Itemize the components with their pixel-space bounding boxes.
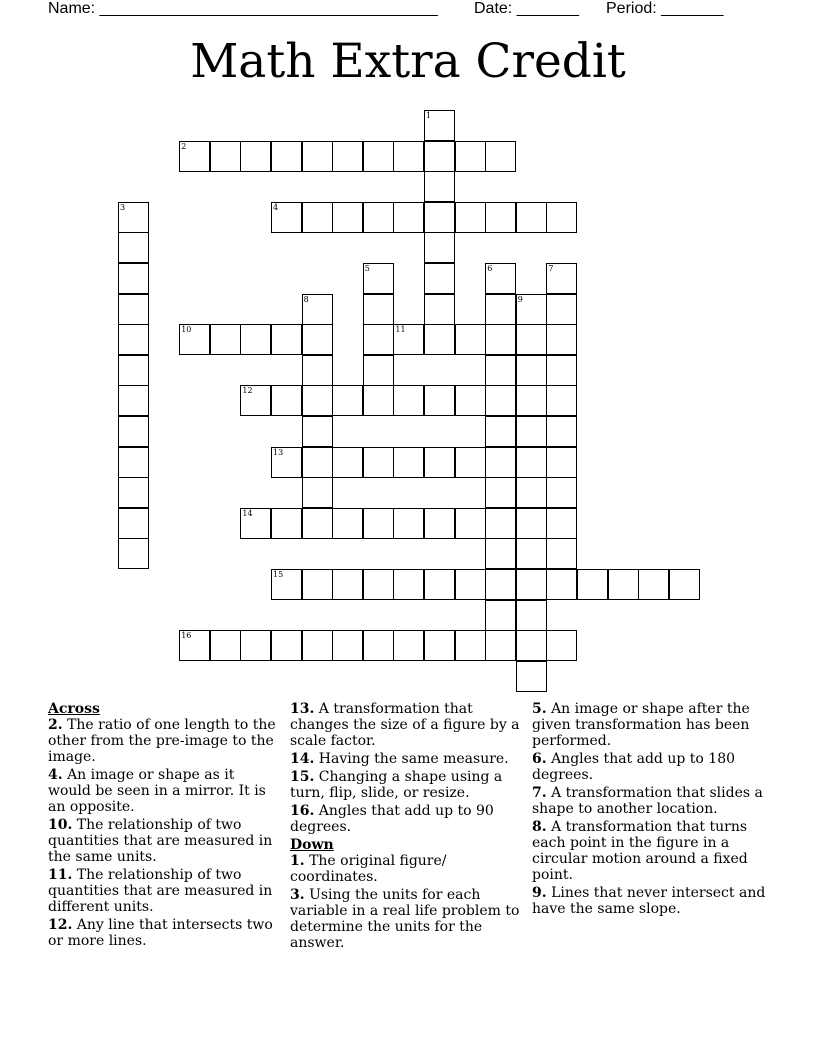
crossword-cell[interactable] (393, 569, 424, 600)
crossword-cell[interactable] (393, 324, 424, 355)
down-clue (532, 819, 768, 883)
clue-text: Changing a shape using a turn, flip, slide, or resize. (290, 769, 503, 801)
clue-text: A transformation that changes the size of a figure by a scale factor. (290, 701, 520, 749)
crossword-cell[interactable] (516, 508, 547, 539)
crossword-cell[interactable] (577, 569, 608, 600)
crossword-cell[interactable] (363, 202, 394, 233)
across-clue (48, 917, 278, 949)
across-clue (290, 769, 522, 801)
crossword-cell[interactable] (302, 324, 333, 355)
crossword-cell[interactable] (485, 202, 516, 233)
crossword-cell[interactable] (393, 630, 424, 661)
crossword-cell[interactable] (424, 324, 455, 355)
clue-number: 8. (532, 819, 547, 835)
crossword-cell[interactable] (546, 447, 577, 478)
clue-number: 12. (48, 917, 73, 933)
across-clue (48, 817, 278, 865)
crossword-cell[interactable] (302, 202, 333, 233)
crossword-cell[interactable] (363, 385, 394, 416)
crossword-cell[interactable] (485, 477, 516, 508)
clue-text: Any line that intersects two or more lines. (48, 917, 273, 949)
clue-number: 16. (290, 803, 315, 819)
clue-number: 7. (532, 785, 547, 801)
cell-number: 1 (426, 111, 432, 120)
crossword-cell[interactable] (363, 630, 394, 661)
crossword-cell[interactable] (485, 447, 516, 478)
crossword-cell[interactable] (424, 569, 455, 600)
cell-number: 12 (242, 386, 253, 396)
clue-number: 2. (48, 717, 63, 733)
clue-text: The relationship of two quantities that are measured in different units. (48, 867, 273, 915)
down-clue (532, 701, 768, 749)
crossword-cell[interactable] (424, 263, 455, 294)
crossword-cell[interactable] (424, 171, 455, 202)
clue-text: Angles that add up to 90 degrees. (290, 803, 494, 835)
crossword-cell[interactable] (118, 447, 149, 478)
clue-text: A transformation that slides a shape to another location. (532, 785, 763, 817)
crossword-cell[interactable] (179, 141, 210, 172)
clue-text: Lines that never intersect and have the same slope. (532, 885, 766, 917)
across-clue (48, 717, 278, 765)
clue-text: The relationship of two quantities that are measured in the same units. (48, 817, 273, 865)
clue-number: 14. (290, 751, 315, 767)
crossword-cell[interactable] (240, 324, 271, 355)
crossword-cell[interactable] (271, 385, 302, 416)
crossword-cell[interactable] (455, 508, 486, 539)
crossword-cell[interactable] (485, 508, 516, 539)
crossword-cell[interactable] (302, 294, 333, 325)
crossword-cell[interactable] (332, 141, 363, 172)
crossword-cell[interactable] (179, 324, 210, 355)
crossword-cell[interactable] (546, 630, 577, 661)
crossword-cell[interactable] (485, 263, 516, 294)
crossword-cell[interactable] (424, 385, 455, 416)
clues-column-1 (48, 701, 278, 951)
crossword-cell[interactable] (516, 324, 547, 355)
crossword-cell[interactable] (302, 355, 333, 386)
crossword-cell[interactable] (393, 141, 424, 172)
cell-number: 15 (273, 570, 284, 579)
cell-number: 14 (242, 508, 253, 518)
crossword-cell[interactable] (118, 324, 149, 355)
crossword-cell[interactable] (179, 630, 210, 661)
crossword-cell[interactable] (240, 630, 271, 661)
across-clue (290, 803, 522, 835)
crossword-cell[interactable] (455, 447, 486, 478)
clue-number: 10. (48, 817, 73, 833)
crossword-cell[interactable] (118, 263, 149, 294)
period-field[interactable]: Period: _______ (606, 0, 724, 17)
crossword-cell[interactable] (302, 447, 333, 478)
crossword-cell[interactable] (271, 630, 302, 661)
clue-text: The original figure/ coordinates. (290, 853, 447, 885)
crossword-cell[interactable] (363, 324, 394, 355)
crossword-cell[interactable] (271, 569, 302, 600)
crossword-cell[interactable] (118, 355, 149, 386)
cell-number: 7 (548, 264, 554, 273)
crossword-cell[interactable] (455, 202, 486, 233)
crossword-cell[interactable] (118, 294, 149, 325)
crossword-cell[interactable] (302, 477, 333, 508)
crossword-cell[interactable] (118, 538, 149, 569)
crossword-cell[interactable] (332, 447, 363, 478)
crossword-cell[interactable] (455, 630, 486, 661)
clue-text: Using the units for each variable in a real life problem to determine the units for the answer. (290, 887, 520, 951)
cell-number: 16 (181, 631, 192, 641)
crossword-cell[interactable] (516, 600, 547, 631)
crossword-cell[interactable] (332, 385, 363, 416)
across-heading: Across (48, 701, 100, 717)
down-clue (532, 751, 768, 783)
crossword-cell[interactable] (546, 355, 577, 386)
crossword-cell[interactable] (210, 630, 241, 661)
clue-number: 13. (290, 701, 315, 717)
clues-column-2 (290, 701, 522, 953)
crossword-cell[interactable] (485, 538, 516, 569)
clue-number: 1. (290, 853, 305, 869)
crossword-cell[interactable] (516, 630, 547, 661)
crossword-cell[interactable] (424, 141, 455, 172)
crossword-cell[interactable] (332, 569, 363, 600)
crossword-cell[interactable] (393, 447, 424, 478)
crossword-cell[interactable] (271, 141, 302, 172)
crossword-cell[interactable] (455, 385, 486, 416)
crossword-cell[interactable] (240, 141, 271, 172)
down-clue (290, 887, 522, 951)
crossword-cell[interactable] (332, 202, 363, 233)
crossword-cell[interactable] (302, 508, 333, 539)
crossword-cell[interactable] (240, 508, 271, 539)
crossword-cell[interactable] (210, 324, 241, 355)
crossword-cell[interactable] (424, 294, 455, 325)
down-clue (290, 853, 522, 885)
crossword-cell[interactable] (118, 202, 149, 233)
crossword-cell[interactable] (271, 447, 302, 478)
crossword-cell[interactable] (516, 477, 547, 508)
crossword-cell[interactable] (546, 263, 577, 294)
cell-number: 8 (303, 294, 309, 304)
crossword-cell[interactable] (363, 355, 394, 386)
crossword-cell[interactable] (302, 141, 333, 172)
crossword-cell[interactable] (455, 141, 486, 172)
crossword-cell[interactable] (546, 294, 577, 325)
crossword-cell[interactable] (485, 600, 516, 631)
crossword-cell[interactable] (546, 508, 577, 539)
down-clue (532, 785, 768, 817)
crossword-cell[interactable] (393, 508, 424, 539)
crossword-cell[interactable] (485, 294, 516, 325)
crossword-cell[interactable] (516, 447, 547, 478)
down-clue (532, 885, 768, 917)
crossword-cell[interactable] (393, 385, 424, 416)
crossword-cell[interactable] (455, 324, 486, 355)
clue-text: An image or shape after the given transformation has been performed. (532, 701, 750, 749)
cell-number: 9 (517, 294, 523, 304)
crossword-cell[interactable] (516, 385, 547, 416)
crossword-cell[interactable] (546, 385, 577, 416)
crossword-cell[interactable] (240, 385, 271, 416)
cell-number: 5 (364, 264, 370, 273)
clue-text: Angles that add up to 180 degrees. (532, 751, 736, 783)
cell-number: 13 (273, 447, 284, 457)
crossword-cell[interactable] (424, 630, 455, 661)
clue-number: 5. (532, 701, 547, 717)
crossword-cell[interactable] (485, 355, 516, 386)
crossword-cell[interactable] (363, 263, 394, 294)
crossword-cell[interactable] (546, 538, 577, 569)
crossword-cell[interactable] (363, 569, 394, 600)
crossword-cell[interactable] (546, 202, 577, 233)
crossword-cell[interactable] (485, 630, 516, 661)
date-field[interactable]: Date: _______ (474, 0, 579, 17)
crossword-cell[interactable] (485, 324, 516, 355)
crossword-cell[interactable] (271, 202, 302, 233)
clue-number: 9. (532, 885, 547, 901)
crossword-cell[interactable] (332, 508, 363, 539)
clue-text: Having the same measure. (314, 751, 509, 767)
crossword-cell[interactable] (516, 661, 547, 692)
clue-number: 11. (48, 867, 73, 883)
crossword-cell[interactable] (424, 508, 455, 539)
across-clue (48, 767, 278, 815)
clue-text: A transformation that turns each point in the figure in a circular motion around a fixed point. (532, 819, 748, 883)
crossword-cell[interactable] (546, 416, 577, 447)
crossword-cell[interactable] (363, 447, 394, 478)
crossword-cell[interactable] (302, 416, 333, 447)
crossword-cell[interactable] (516, 569, 547, 600)
cell-number: 4 (273, 202, 279, 212)
clue-number: 3. (290, 887, 305, 903)
crossword-cell[interactable] (424, 232, 455, 263)
crossword-cell[interactable] (485, 569, 516, 600)
crossword-cell[interactable] (363, 294, 394, 325)
crossword-cell[interactable] (118, 416, 149, 447)
crossword-cell[interactable] (210, 141, 241, 172)
clue-number: 4. (48, 767, 63, 783)
crossword-cell[interactable] (485, 141, 516, 172)
crossword-cell[interactable] (332, 630, 363, 661)
cell-number: 2 (181, 141, 187, 151)
clue-number: 15. (290, 769, 315, 785)
crossword-cell[interactable] (302, 569, 333, 600)
across-clue (290, 701, 522, 749)
crossword-cell[interactable] (302, 385, 333, 416)
across-clue (48, 867, 278, 915)
crossword-cell[interactable] (363, 508, 394, 539)
crossword-cell[interactable] (455, 569, 486, 600)
crossword-cell[interactable] (516, 294, 547, 325)
clue-text: The ratio of one length to the other from the pre-image to the image. (48, 717, 276, 765)
crossword-cell[interactable] (118, 232, 149, 263)
crossword-cell[interactable] (118, 385, 149, 416)
across-clue (290, 751, 522, 767)
page-title: Math Extra Credit (190, 34, 626, 89)
cell-number: 3 (120, 202, 126, 212)
crossword-cell[interactable] (118, 477, 149, 508)
clue-number: 6. (532, 751, 547, 767)
cell-number: 10 (181, 325, 192, 335)
down-heading: Down (290, 837, 334, 853)
crossword-cell[interactable] (485, 385, 516, 416)
crossword-cell[interactable] (363, 141, 394, 172)
crossword-cell[interactable] (393, 202, 424, 233)
crossword-cell[interactable] (271, 324, 302, 355)
crossword-cell[interactable] (546, 324, 577, 355)
crossword-cell[interactable] (302, 630, 333, 661)
crossword-cell[interactable] (118, 508, 149, 539)
crossword-cell[interactable] (669, 569, 700, 600)
name-field[interactable]: Name: ______________________________________ (48, 0, 438, 17)
clues-column-3 (532, 701, 768, 919)
cell-number: 6 (487, 264, 493, 273)
crossword-cell[interactable] (546, 477, 577, 508)
crossword-cell[interactable] (271, 508, 302, 539)
crossword-cell[interactable] (424, 202, 455, 233)
crossword-cell[interactable] (516, 355, 547, 386)
crossword-cell[interactable] (516, 416, 547, 447)
cell-number: 11 (395, 325, 406, 335)
crossword-cell[interactable] (608, 569, 639, 600)
crossword-cell[interactable] (516, 538, 547, 569)
crossword-cell[interactable] (546, 569, 577, 600)
clue-text: An image or shape as it would be seen in a mirror. It is an opposite. (48, 767, 266, 815)
crossword-cell[interactable] (424, 447, 455, 478)
crossword-cell[interactable] (516, 202, 547, 233)
crossword-cell[interactable] (424, 110, 455, 141)
crossword-cell[interactable] (485, 416, 516, 447)
crossword-cell[interactable] (638, 569, 669, 600)
